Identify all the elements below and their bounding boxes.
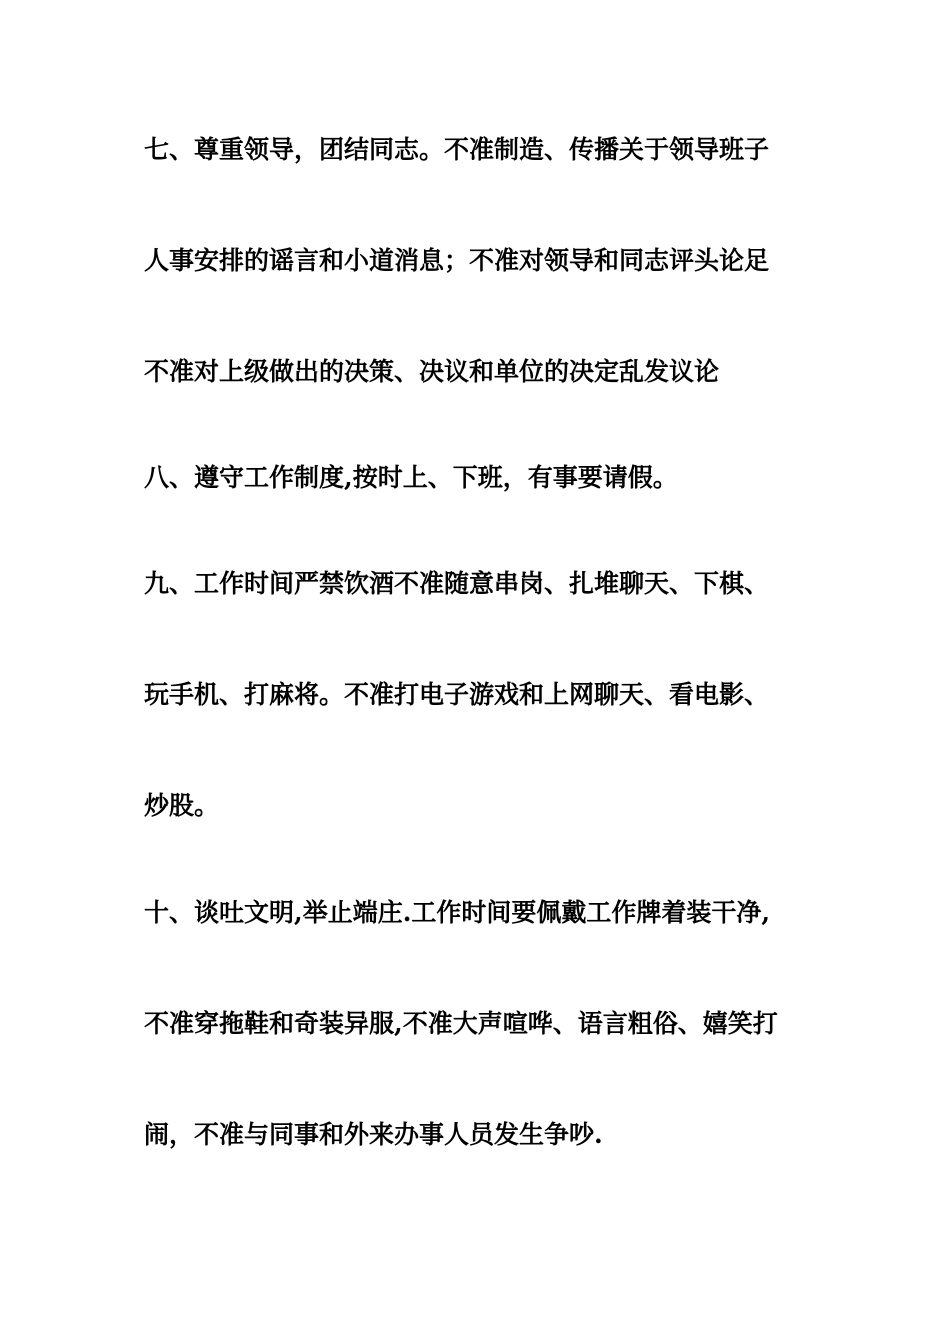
text-line-3: 不准对上级做出的决策、决议和单位的决定乱发议论: [144, 357, 720, 386]
text-line-9: 不准穿拖鞋和奇装异服,不准大声喧哗、语言粗俗、嬉笑打: [144, 1009, 778, 1038]
text-line-2: 人事安排的谣言和小道消息；不准对领导和同志评头论足: [144, 246, 770, 275]
text-line-1: 七、尊重领导，团结同志。不准制造、传播关于领导班子: [144, 135, 770, 164]
text-line-10: 闹，不准与同事和外来办事人员发生争吵.: [144, 1120, 603, 1149]
text-line-5: 九、工作时间严禁饮酒不准随意串岗、扎堆聊天、下棋、: [144, 569, 770, 598]
text-line-8: 十、谈吐文明,举止端庄.工作时间要佩戴工作牌着装干净,: [144, 898, 771, 927]
text-line-7: 炒股。: [144, 791, 220, 820]
text-line-6: 玩手机、打麻将。不准打电子游戏和上网聊天、看电影、: [144, 680, 770, 709]
text-line-4: 八、遵守工作制度,按时上、下班，有事要请假。: [144, 463, 678, 492]
